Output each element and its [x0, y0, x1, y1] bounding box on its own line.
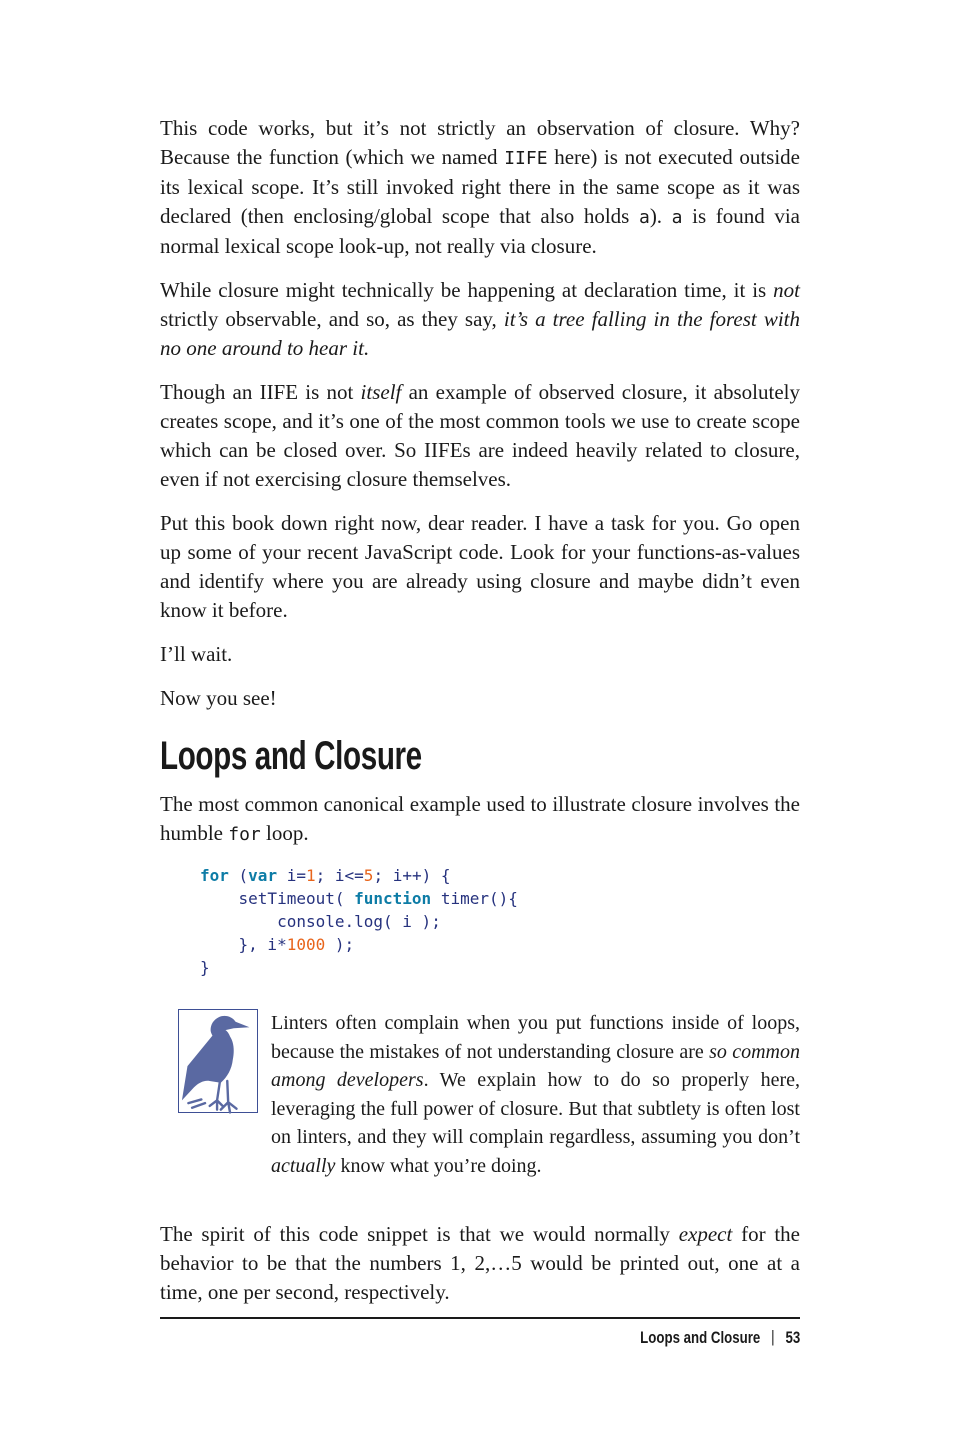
- code-text: ; i++) {: [373, 866, 451, 885]
- text-run: . We explain how to do so properly here, leveraging the full power of closure. But that subtlety is often lost on linters, and they will complain regardless, assuming you don’t: [271, 1069, 801, 1148]
- code-text: timer(){: [431, 889, 518, 908]
- text-run: Now you see!: [160, 686, 277, 710]
- text-run: While closure might technically be happening at declaration time, it is: [160, 278, 774, 302]
- code-text: }, i*: [200, 935, 287, 954]
- text-run: Linters often complain when you put functions inside of loops, because the mistakes of not understanding closure are: [271, 1012, 800, 1063]
- text-run: This code works, but it’s not strictly an observation of closure. Why? Because the function (which we named: [160, 116, 800, 169]
- inline-code: for: [228, 824, 261, 845]
- footer-section-title: Loops and Closure: [639, 1328, 760, 1347]
- emphasis-text: itself: [360, 380, 402, 404]
- text-run: Though an IIFE is not: [160, 380, 361, 404]
- text-run: The spirit of this code snippet is that we would normally: [160, 1222, 679, 1246]
- note-box: [178, 1009, 800, 1180]
- text-run: The most common canonical example used to illustrate closure involves the humble: [160, 792, 800, 845]
- section-heading-text: Loops and Closure: [160, 734, 422, 778]
- text-run: strictly observable, and so, as they say,: [160, 307, 504, 331]
- paragraph-task: [160, 509, 800, 625]
- section-heading: [160, 735, 800, 777]
- code-text: setTimeout(: [200, 889, 355, 908]
- emphasis-text: not: [773, 278, 800, 302]
- code-text: i=: [277, 866, 306, 885]
- code-line: [200, 864, 800, 887]
- code-line: [200, 956, 800, 979]
- paragraph-closure-observation: [160, 114, 800, 261]
- code-keyword: function: [354, 889, 432, 908]
- paragraph-ill-wait: [160, 640, 800, 669]
- text-run: I’ll wait.: [160, 642, 233, 666]
- note-text: [271, 1009, 800, 1180]
- code-text: ; i<=: [315, 866, 364, 885]
- code-text: );: [325, 935, 355, 954]
- code-text: }: [200, 958, 210, 977]
- text-run: Put this book down right now, dear reader. I have a task for you. Go open up some of your recent JavaScript code. Look for your functions-as-values and identify where you are already using closure and maybe didn’t even know it before.: [160, 511, 800, 622]
- emphasis-text: so common among developers: [271, 1040, 800, 1091]
- footer-text: [640, 1328, 800, 1348]
- text-run: for the behavior to be that the numbers 1, 2,…5 would be printed out, one at a time, one per second, respectively.: [160, 1222, 800, 1304]
- footer-page-number: 53: [785, 1328, 800, 1347]
- code-text: (: [228, 866, 249, 885]
- code-block: [200, 864, 800, 979]
- inline-code: a: [671, 207, 683, 228]
- code-text: console.log( i );: [200, 912, 441, 931]
- inline-code: a: [638, 207, 650, 228]
- emphasis-text: actually: [271, 1154, 336, 1177]
- code-line: [200, 887, 800, 910]
- code-number: 1: [305, 866, 316, 885]
- text-run: is found via normal lexical scope look-up, not really via closure.: [160, 204, 800, 258]
- code-number: 5: [363, 866, 374, 885]
- text-run: ).: [649, 204, 672, 228]
- text-run: an example of observed closure, it absolutely creates scope, and it’s one of the most common tools we use to create scope which can be closed over. So IIFEs are indeed heavily related to closure, even if not exercising closure themselves.: [160, 380, 800, 491]
- code-line: [200, 933, 800, 956]
- footer-separator: |: [770, 1327, 775, 1346]
- text-run: here) is not executed outside its lexical scope. It’s still invoked right there in the same scope as it was declared (then enclosing/global scope that also holds: [160, 145, 800, 228]
- crow-icon: [181, 1012, 255, 1124]
- note-icon-frame: [178, 1009, 258, 1113]
- paragraph-intro-for-loop: [160, 790, 800, 849]
- paragraph-tree-falling: [160, 276, 800, 363]
- code-keyword: var: [248, 866, 278, 885]
- code-line: [200, 910, 800, 933]
- emphasis-text: it’s a tree falling in the forest with no one around to hear it.: [160, 307, 800, 360]
- text-run: loop.: [260, 821, 309, 845]
- text-run: know what you’re doing.: [335, 1154, 542, 1177]
- paragraph-spirit: [160, 1220, 800, 1307]
- emphasis-text: expect: [678, 1222, 733, 1246]
- footer: [160, 1317, 800, 1348]
- inline-code: IIFE: [504, 148, 548, 169]
- code-number: 1000: [286, 935, 326, 954]
- paragraph-now-you-see: [160, 684, 800, 713]
- code-keyword: for: [200, 866, 229, 885]
- paragraph-iife-scope: [160, 378, 800, 494]
